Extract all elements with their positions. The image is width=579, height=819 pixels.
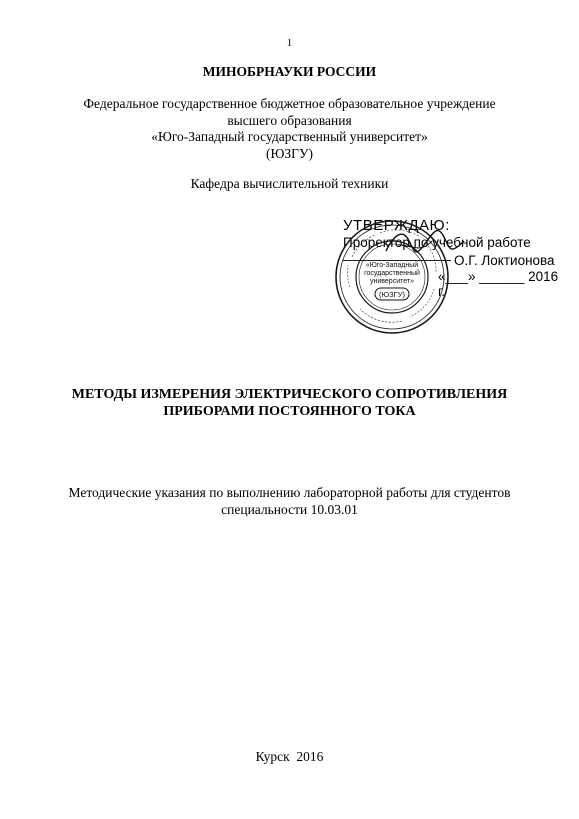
- document-title: [0, 386, 579, 420]
- document-subtitle: [0, 485, 579, 518]
- city-year: Курск 2016: [255, 749, 324, 764]
- stamp-text-2: государственный: [364, 270, 420, 277]
- ministry-name: МИНОБРНАУКИ РОССИИ: [202, 64, 377, 79]
- org-line-3: «Юго-Западный государственный университет»: [151, 129, 428, 144]
- department-name: Кафедра вычислительной техники: [190, 176, 389, 191]
- page-number: 1: [286, 37, 293, 49]
- organization-block: [0, 96, 579, 162]
- stamp-text-1: «Юго-Западный: [365, 262, 419, 269]
- org-line-1: Федеральное государственное бюджетное образовательное учреждение: [83, 96, 496, 111]
- signature: [380, 215, 470, 275]
- stamp-abbr: (ЮЗГУ): [379, 290, 405, 299]
- stamp-text-3: университет»: [370, 278, 414, 285]
- signature-scribble-icon: [380, 215, 470, 275]
- org-line-4: (ЮЗГУ): [266, 145, 313, 161]
- title-line-1: МЕТОДЫ ИЗМЕРЕНИЯ ЭЛЕКТРИЧЕСКОГО СОПРОТИВЛЕНИЯ: [71, 387, 508, 402]
- approval-date: «___» ______ 2016 г.: [438, 269, 559, 299]
- approval-word: УТВЕРЖДАЮ:: [343, 217, 450, 234]
- subtitle-line-2: специальности 10.03.01: [221, 501, 358, 517]
- approval-position: Проректор по учебной работе: [343, 235, 531, 250]
- approval-name: О.Г. Локтионова: [454, 253, 555, 268]
- org-line-2: высшего образования: [227, 112, 352, 128]
- title-line-2: ПРИБОРАМИ ПОСТОЯННОГО ТОКА: [163, 404, 416, 419]
- subtitle-line-1: Методические указания по выполнению лабораторной работы для студентов: [68, 485, 511, 500]
